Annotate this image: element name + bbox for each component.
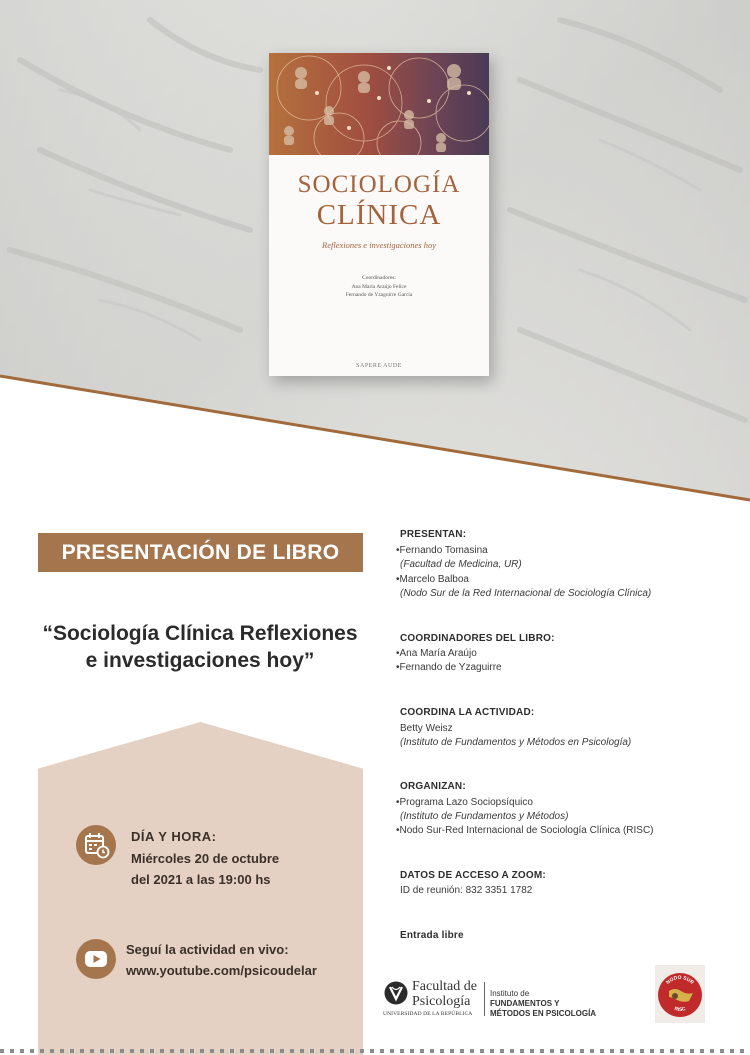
book-cover bbox=[269, 53, 489, 376]
book-coordinators-label: Coordinadores: bbox=[362, 275, 396, 281]
coordinator-2: •Fernando de Yzaguirre bbox=[396, 662, 502, 673]
organizer-1-affiliation: (Instituto de Fundamentos y Métodos) bbox=[400, 811, 569, 822]
zoom-meeting-id[interactable]: ID de reunión: 832 3351 1782 bbox=[400, 885, 533, 896]
risc-logo bbox=[655, 965, 705, 1023]
activity-coordinator: Betty Weisz bbox=[400, 723, 453, 734]
faculty-name-line2: Psicología bbox=[412, 994, 471, 1009]
organizer-1: •Programa Lazo Sociopsíquico bbox=[396, 797, 533, 808]
quote-line-2: e investigaciones hoy” bbox=[85, 649, 315, 672]
coordina-heading: COORDINA LA ACTIVIDAD: bbox=[400, 707, 535, 718]
university-name: UNIVERSIDAD DE LA REPÚBLICA bbox=[383, 1011, 473, 1017]
presenter-1-name: •Fernando Tomasina bbox=[396, 545, 488, 556]
book-coordinator-1: Ana María Araújo Felice bbox=[351, 284, 407, 290]
risc-bottom-text: RISC bbox=[673, 1006, 687, 1014]
presenter-1-affiliation: (Facultad de Medicina, UR) bbox=[400, 559, 522, 570]
youtube-icon[interactable] bbox=[76, 939, 116, 979]
presentation-banner: PRESENTACIÓN DE LIBRO bbox=[38, 533, 363, 572]
institute-line3: MÉTODOS EN PSICOLOGÍA bbox=[490, 1009, 597, 1018]
institute-line1: Instituto de bbox=[490, 989, 530, 998]
presentan-heading: PRESENTAN: bbox=[400, 529, 467, 540]
coordinator-1: •Ana María Araújo bbox=[396, 648, 477, 659]
zoom-heading: DATOS DE ACCESO A ZOOM: bbox=[400, 870, 546, 881]
psychology-faculty-logo-icon bbox=[383, 980, 409, 1006]
book-title-line1: SOCIOLOGÍA bbox=[297, 171, 461, 198]
quote-line-1: “Sociología Clínica Reflexiones bbox=[42, 622, 358, 645]
book-cover-art bbox=[269, 53, 489, 155]
calendar-icon bbox=[76, 825, 116, 865]
book-subtitle: Reflexiones e investigaciones hoy bbox=[322, 240, 436, 250]
logo-divider bbox=[484, 982, 485, 1016]
hero-image bbox=[0, 0, 750, 505]
date-line-1: Miércoles 20 de octubre bbox=[131, 851, 280, 866]
faculty-name bbox=[412, 979, 477, 1009]
book-coordinator-2: Fernando de Yzaguirre García bbox=[345, 292, 413, 298]
book-publisher: SAPERE AUDE bbox=[356, 363, 402, 369]
date-line-2: del 2021 a las 19:00 hs bbox=[131, 872, 271, 887]
coordinadores-heading: COORDINADORES DEL LIBRO: bbox=[400, 633, 555, 644]
date-label: DÍA Y HORA: bbox=[131, 829, 217, 844]
book-title-line2: CLÍNICA bbox=[316, 199, 442, 231]
faculty-name-line1: Facultad de bbox=[412, 979, 477, 994]
risc-logo-icon bbox=[655, 965, 705, 1023]
presenter-2-affiliation: (Nodo Sur de la Red Internacional de Sociología Clínica) bbox=[400, 588, 652, 599]
free-entry: Entrada libre bbox=[400, 930, 464, 941]
presenter-2-name: •Marcelo Balboa bbox=[396, 574, 469, 585]
info-panel bbox=[38, 722, 363, 1055]
live-label: Seguí la actividad en vivo: bbox=[126, 942, 289, 957]
institute-line2: FUNDAMENTOS Y bbox=[490, 999, 560, 1008]
activity-coordinator-affiliation: (Instituto de Fundamentos y Métodos en Psicología) bbox=[400, 737, 632, 748]
bottom-dashed-border bbox=[0, 1049, 750, 1053]
youtube-link[interactable]: www.youtube.com/psicoudelar bbox=[126, 963, 317, 978]
book-quote-title bbox=[30, 620, 370, 674]
organizan-heading: ORGANIZAN: bbox=[400, 781, 466, 792]
organizer-2: •Nodo Sur-Red Internacional de Sociología Clínica (RISC) bbox=[396, 825, 654, 836]
risc-top-text: NODO SUR bbox=[665, 974, 695, 986]
